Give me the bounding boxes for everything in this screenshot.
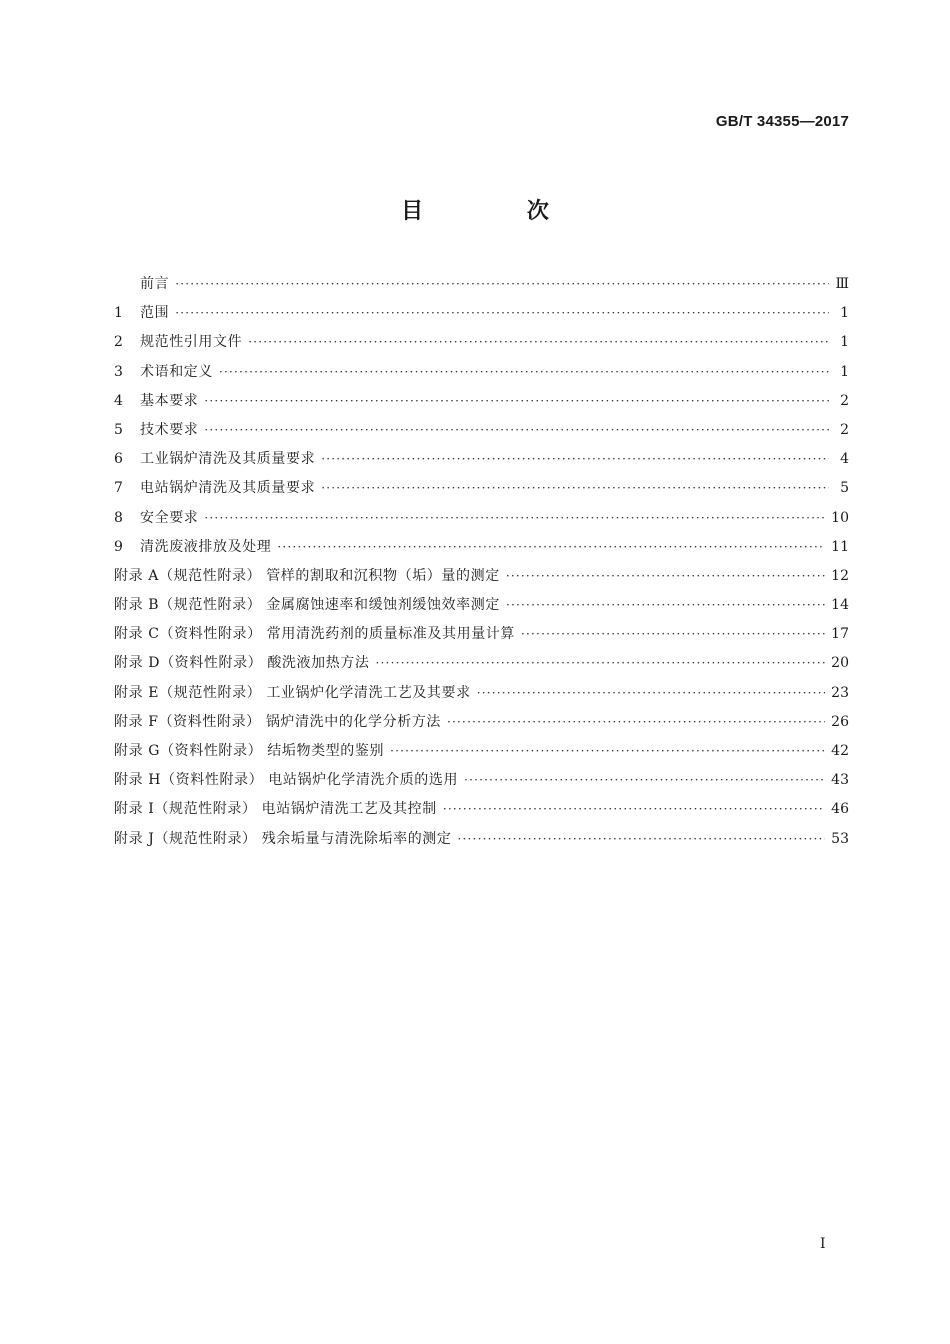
toc-label: 清洗废液排放及处理 xyxy=(140,538,272,555)
toc-entry[interactable] xyxy=(114,679,849,708)
toc-entry[interactable] xyxy=(114,795,849,824)
page-title: 目 次 xyxy=(401,199,597,224)
toc-label: 附录 G（资料性附录） 结垢物类型的鉴别 xyxy=(114,743,385,759)
toc-label: 规范性引用文件 xyxy=(140,334,243,351)
toc-entry[interactable] xyxy=(114,562,849,591)
toc-page: 10 xyxy=(831,509,849,526)
toc-number: 9 xyxy=(114,538,123,555)
toc-leader xyxy=(204,387,829,416)
toc-label: 前言 xyxy=(140,276,170,292)
toc-leader xyxy=(321,474,829,503)
toc-entry[interactable] xyxy=(114,358,849,387)
toc-leader xyxy=(175,270,829,299)
standard-code: GB/T 34355—2017 xyxy=(715,113,849,130)
toc-entry[interactable] xyxy=(114,270,849,299)
toc-leader xyxy=(443,795,825,824)
toc-label: 附录 F（资料性附录） 锅炉清洗中的化学分析方法 xyxy=(114,713,442,730)
toc-number: 2 xyxy=(114,334,123,351)
toc-label: 附录 I（规范性附录） 电站锅炉清洗工艺及其控制 xyxy=(114,801,437,818)
toc-page: 11 xyxy=(831,538,849,555)
toc-label: 基本要求 xyxy=(140,392,199,409)
toc-page: Ⅲ xyxy=(835,276,849,292)
toc-leader xyxy=(447,708,825,737)
toc-leader xyxy=(506,562,825,591)
toc-leader xyxy=(390,737,825,766)
toc-entry[interactable] xyxy=(114,737,849,766)
toc-leader xyxy=(277,533,825,562)
page-number: I xyxy=(820,1236,826,1252)
toc-page: 1 xyxy=(840,305,849,322)
toc-entry[interactable] xyxy=(114,504,849,533)
toc-entry[interactable] xyxy=(114,649,849,678)
toc-page: 4 xyxy=(840,451,849,468)
toc-page: 43 xyxy=(831,772,849,789)
toc-leader xyxy=(175,299,829,328)
toc-page: 2 xyxy=(840,392,849,409)
toc-label: 附录 A（规范性附录） 管样的割取和沉积物（垢）量的测定 xyxy=(114,567,500,584)
toc-leader xyxy=(248,328,829,357)
toc-entry[interactable] xyxy=(114,299,849,328)
toc-leader xyxy=(458,825,826,854)
toc-entry[interactable] xyxy=(114,474,849,503)
toc-page: 42 xyxy=(831,743,849,759)
toc-number: 1 xyxy=(114,305,123,322)
table-of-contents xyxy=(114,270,849,854)
toc-entry[interactable] xyxy=(114,328,849,357)
toc-entry[interactable] xyxy=(114,387,849,416)
toc-label: 电站锅炉清洗及其质量要求 xyxy=(140,480,316,497)
toc-number: 4 xyxy=(114,392,123,409)
toc-number: 6 xyxy=(114,451,123,468)
toc-entry[interactable] xyxy=(114,708,849,737)
toc-number: 5 xyxy=(114,421,123,438)
toc-page: 2 xyxy=(840,421,849,438)
toc-label: 附录 H（资料性附录） 电站锅炉化学清洗介质的选用 xyxy=(114,772,459,789)
toc-leader xyxy=(321,445,829,474)
toc-page: 23 xyxy=(831,684,849,701)
toc-label: 工业锅炉清洗及其质量要求 xyxy=(140,451,316,468)
toc-page: 20 xyxy=(831,655,849,672)
toc-page: 12 xyxy=(831,567,849,584)
toc-entry[interactable] xyxy=(114,591,849,620)
toc-page: 46 xyxy=(831,801,849,818)
toc-label: 附录 J（规范性附录） 残余垢量与清洗除垢率的测定 xyxy=(114,830,452,847)
toc-entry[interactable] xyxy=(114,766,849,795)
toc-label: 安全要求 xyxy=(140,509,199,526)
toc-entry[interactable] xyxy=(114,445,849,474)
toc-label: 附录 C（资料性附录） 常用清洗药剂的质量标准及其用量计算 xyxy=(114,626,516,643)
toc-label: 附录 B（规范性附录） 金属腐蚀速率和缓蚀剂缓蚀效率测定 xyxy=(114,597,500,614)
toc-leader xyxy=(477,679,825,708)
toc-label: 附录 E（规范性附录） 工业锅炉化学清洗工艺及其要求 xyxy=(114,684,471,701)
toc-leader xyxy=(204,504,825,533)
toc-leader xyxy=(464,766,825,795)
toc-page: 26 xyxy=(831,713,849,730)
toc-number: 3 xyxy=(114,363,123,380)
toc-label: 范围 xyxy=(140,305,170,322)
toc-page: 17 xyxy=(831,626,849,643)
toc-page: 53 xyxy=(831,830,849,847)
toc-number: 8 xyxy=(114,509,123,526)
toc-entry[interactable] xyxy=(114,416,849,445)
toc-leader xyxy=(521,620,825,649)
toc-label: 术语和定义 xyxy=(140,363,213,380)
toc-label: 附录 D（资料性附录） 酸洗液加热方法 xyxy=(114,655,370,672)
toc-page: 5 xyxy=(840,480,849,497)
toc-entry[interactable] xyxy=(114,620,849,649)
toc-page: 1 xyxy=(840,363,849,380)
toc-page: 1 xyxy=(840,334,849,351)
toc-page: 14 xyxy=(831,597,849,614)
toc-entry[interactable] xyxy=(114,533,849,562)
toc-leader xyxy=(506,591,825,620)
toc-leader xyxy=(376,649,826,678)
toc-number: 7 xyxy=(114,480,123,497)
toc-leader xyxy=(219,358,829,387)
toc-label: 技术要求 xyxy=(140,421,199,438)
toc-leader xyxy=(204,416,829,445)
toc-entry[interactable] xyxy=(114,825,849,854)
